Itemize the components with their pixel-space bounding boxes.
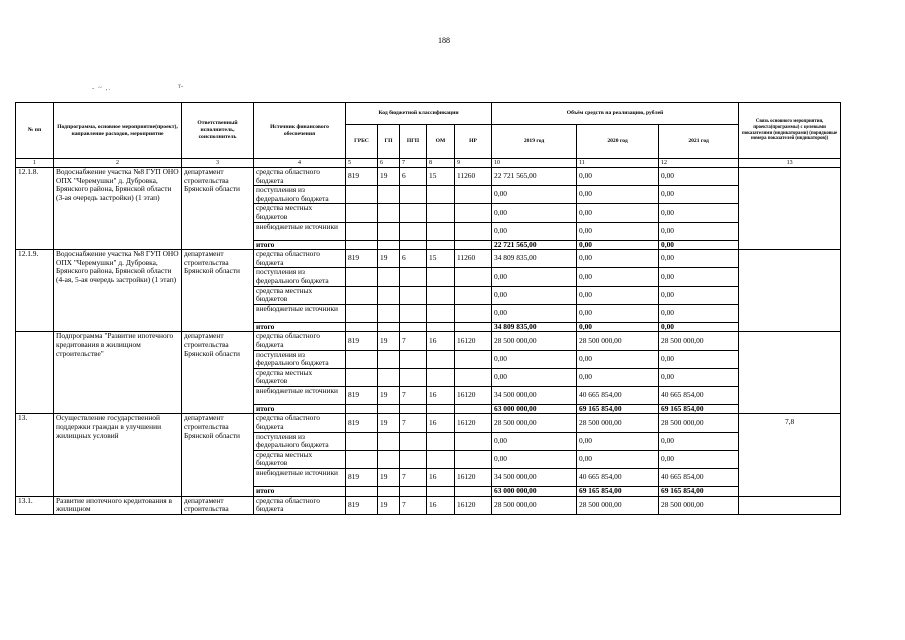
total-2021: 69 165 854,00 <box>659 404 739 414</box>
indicator-link <box>739 168 841 250</box>
amount-2021: 0,00 <box>659 250 739 268</box>
amount-2020: 0,00 <box>577 368 659 386</box>
header-2019: 2019 год <box>492 125 577 159</box>
amount-2021: 0,00 <box>659 168 739 186</box>
measure-name: Подпрограмма "Развитие ипотечного кредитования в жилищном строительстве" <box>54 332 182 414</box>
code-grbs: 819 <box>346 469 378 487</box>
code-gp: 19 <box>378 332 400 350</box>
header-no: № пп <box>16 103 54 159</box>
budget-table <box>15 102 841 515</box>
executor-name: департамент строительства Брянской области <box>182 168 254 250</box>
amount-2019: 0,00 <box>492 450 577 468</box>
code-om: 16 <box>427 414 455 432</box>
source-local: средства местных бюджетов <box>254 204 346 222</box>
amount-2020: 0,00 <box>577 350 659 368</box>
total-2021: 69 165 854,00 <box>659 487 739 497</box>
code-nr: 11260 <box>455 250 492 268</box>
code-grbs: 819 <box>346 414 378 432</box>
amount-2019: 0,00 <box>492 268 577 286</box>
code-gp: 19 <box>378 250 400 268</box>
colnum: 12 <box>659 159 739 168</box>
source-federal: поступления из федерального бюджета <box>254 186 346 204</box>
code-om: 16 <box>427 496 455 514</box>
source-total: итого <box>254 404 346 414</box>
code-nr: 16120 <box>455 386 492 404</box>
code-om: 16 <box>427 469 455 487</box>
amount-2019: 34 809 835,00 <box>492 250 577 268</box>
code-gp: 19 <box>378 469 400 487</box>
colnum: 9 <box>455 159 492 168</box>
source-oblast: средства областного бюджета <box>254 168 346 186</box>
code-om: 15 <box>427 250 455 268</box>
source-oblast: средства областного бюджета <box>254 496 346 514</box>
amount-2020: 40 665 854,00 <box>577 469 659 487</box>
amount-2021: 40 665 854,00 <box>659 386 739 404</box>
amount-2020: 0,00 <box>577 186 659 204</box>
amount-2020: 0,00 <box>577 450 659 468</box>
total-2020: 69 165 854,00 <box>577 487 659 497</box>
row-number: 13. <box>16 414 54 496</box>
amount-2020: 0,00 <box>577 222 659 240</box>
measure-name: Развитие ипотечного кредитования в жилищном <box>54 496 182 514</box>
code-gp: 19 <box>378 386 400 404</box>
header-source: Источник финансового обеспечения <box>254 103 346 159</box>
amount-2019: 0,00 <box>492 432 577 450</box>
colnum: 4 <box>254 159 346 168</box>
measure-name: Водоснабжение участка №8 ГУП ОНО ОПХ "Черемушки" д. Дубровка, Брянского района, Брянской области (3-ая очередь застройки) (1 этап) <box>54 168 182 250</box>
amount-2019: 28 500 000,00 <box>492 414 577 432</box>
amount-2021: 0,00 <box>659 368 739 386</box>
measure-name: Осуществление государственной поддержки граждан в улучшении жилищных условий <box>54 414 182 496</box>
amount-2021: 0,00 <box>659 450 739 468</box>
indicator-link <box>739 250 841 332</box>
source-extra: внебюджетные источники <box>254 469 346 487</box>
colnum: 10 <box>492 159 577 168</box>
header-program: Подпрограмма, основное мероприятие(проект), направление расходов, мероприятие <box>54 103 182 159</box>
source-total: итого <box>254 240 346 250</box>
source-extra: внебюджетные источники <box>254 222 346 240</box>
measure-name: Водоснабжение участка №8 ГУП ОНО ОПХ "Черемушки" д. Дубровка, Брянского района, Брянской области (4-ая, 5-ая очередь застройки) (1 этап) <box>54 250 182 332</box>
total-2020: 0,00 <box>577 240 659 250</box>
amount-2021: 0,00 <box>659 350 739 368</box>
source-oblast: средства областного бюджета <box>254 250 346 268</box>
indicator-link <box>739 496 841 514</box>
colnum: 7 <box>400 159 427 168</box>
amount-2021: 0,00 <box>659 304 739 322</box>
amount-2021: 40 665 854,00 <box>659 469 739 487</box>
executor-name: департамент строительства Брянской области <box>182 250 254 332</box>
total-2019: 63 000 000,00 <box>492 487 577 497</box>
code-grbs: 819 <box>346 332 378 350</box>
code-pgp: 7 <box>400 386 427 404</box>
indicator-link <box>739 332 841 414</box>
amount-2020: 0,00 <box>577 250 659 268</box>
code-grbs: 819 <box>346 168 378 186</box>
header-2021: 2021 год <box>659 125 739 159</box>
amount-2021: 0,00 <box>659 268 739 286</box>
colnum: 11 <box>577 159 659 168</box>
code-nr: 16120 <box>455 469 492 487</box>
source-extra: внебюджетные источники <box>254 304 346 322</box>
total-2019: 63 000 000,00 <box>492 404 577 414</box>
amount-2019: 0,00 <box>492 350 577 368</box>
amount-2019: 0,00 <box>492 186 577 204</box>
colnum: 5 <box>346 159 378 168</box>
source-local: средства местных бюджетов <box>254 286 346 304</box>
amount-2021: 0,00 <box>659 286 739 304</box>
amount-2019: 28 500 000,00 <box>492 332 577 350</box>
source-local: средства местных бюджетов <box>254 368 346 386</box>
code-pgp: 6 <box>400 168 427 186</box>
total-2019: 22 721 565,00 <box>492 240 577 250</box>
amount-2020: 28 500 000,00 <box>577 332 659 350</box>
source-total: итого <box>254 322 346 332</box>
amount-2019: 0,00 <box>492 222 577 240</box>
executor-name: департамент строительства Брянской области <box>182 414 254 496</box>
source-federal: поступления из федерального бюджета <box>254 268 346 286</box>
source-local: средства местных бюджетов <box>254 450 346 468</box>
amount-2021: 0,00 <box>659 186 739 204</box>
colnum: 13 <box>739 159 841 168</box>
total-2020: 69 165 854,00 <box>577 404 659 414</box>
source-federal: поступления из федерального бюджета <box>254 432 346 450</box>
code-pgp: 7 <box>400 469 427 487</box>
colnum: 3 <box>182 159 254 168</box>
header-pgp: ПГП <box>400 125 427 159</box>
header-link: Связь основного мероприятия, проекта(программы) с целевыми показателями (индикаторами) (порядковые номера показателей (индикаторов)) <box>739 103 841 159</box>
header-volume: Объём средств на реализацию, рублей <box>492 103 739 125</box>
code-grbs: 819 <box>346 386 378 404</box>
total-2020: 0,00 <box>577 322 659 332</box>
amount-2021: 28 500 000,00 <box>659 414 739 432</box>
amount-2021: 0,00 <box>659 222 739 240</box>
amount-2020: 28 500 000,00 <box>577 496 659 514</box>
amount-2020: 0,00 <box>577 304 659 322</box>
code-nr: 16120 <box>455 496 492 514</box>
amount-2020: 0,00 <box>577 268 659 286</box>
amount-2019: 34 500 000,00 <box>492 386 577 404</box>
page-number: 188 <box>438 36 450 45</box>
amount-2020: 28 500 000,00 <box>577 414 659 432</box>
source-oblast: средства областного бюджета <box>254 332 346 350</box>
code-pgp: 7 <box>400 332 427 350</box>
amount-2021: 28 500 000,00 <box>659 332 739 350</box>
colnum: 1 <box>16 159 54 168</box>
total-2021: 0,00 <box>659 322 739 332</box>
header-om: ОМ <box>427 125 455 159</box>
row-number: 12.1.9. <box>16 250 54 332</box>
code-gp: 19 <box>378 496 400 514</box>
code-om: 16 <box>427 332 455 350</box>
total-2021: 0,00 <box>659 240 739 250</box>
amount-2020: 0,00 <box>577 204 659 222</box>
amount-2020: 40 665 854,00 <box>577 386 659 404</box>
code-pgp: 7 <box>400 496 427 514</box>
header-nr: НР <box>455 125 492 159</box>
header-gp: ГП <box>378 125 400 159</box>
header-2020: 2020 год <box>577 125 659 159</box>
amount-2019: 0,00 <box>492 368 577 386</box>
code-om: 16 <box>427 386 455 404</box>
header-executor: Ответственный исполнитель, соисполнитель <box>182 103 254 159</box>
colnum: 8 <box>427 159 455 168</box>
amount-2019: 28 500 000,00 <box>492 496 577 514</box>
header-grbs: ГРБС <box>346 125 378 159</box>
row-number: 12.1.8. <box>16 168 54 250</box>
amount-2021: 0,00 <box>659 432 739 450</box>
amount-2019: 34 500 000,00 <box>492 469 577 487</box>
code-nr: 11260 <box>455 168 492 186</box>
code-grbs: 819 <box>346 496 378 514</box>
amount-2019: 0,00 <box>492 204 577 222</box>
colnum: 2 <box>54 159 182 168</box>
source-total: итого <box>254 487 346 497</box>
amount-2021: 28 500 000,00 <box>659 496 739 514</box>
code-nr: 16120 <box>455 332 492 350</box>
source-extra: внебюджетные источники <box>254 386 346 404</box>
amount-2019: 22 721 565,00 <box>492 168 577 186</box>
row-number: 13.1. <box>16 496 54 514</box>
code-gp: 19 <box>378 414 400 432</box>
executor-name: департамент строительства Брянской области <box>182 332 254 414</box>
executor-name: департамент строительства <box>182 496 254 514</box>
row-number <box>16 332 54 414</box>
indicator-link: 7,8 <box>739 414 841 496</box>
total-2019: 34 809 835,00 <box>492 322 577 332</box>
source-oblast: средства областного бюджета <box>254 414 346 432</box>
amount-2020: 0,00 <box>577 286 659 304</box>
scan-marks-2: т- <box>178 82 184 90</box>
colnum: 6 <box>378 159 400 168</box>
code-pgp: 7 <box>400 414 427 432</box>
code-grbs: 819 <box>346 250 378 268</box>
code-gp: 19 <box>378 168 400 186</box>
scan-marks: - ~ ,. <box>92 84 112 92</box>
code-pgp: 6 <box>400 250 427 268</box>
amount-2020: 0,00 <box>577 168 659 186</box>
source-federal: поступления из федерального бюджета <box>254 350 346 368</box>
code-om: 15 <box>427 168 455 186</box>
code-nr: 16120 <box>455 414 492 432</box>
amount-2021: 0,00 <box>659 204 739 222</box>
header-budget-code: Код бюджетной классификации <box>346 103 492 125</box>
amount-2020: 0,00 <box>577 432 659 450</box>
amount-2019: 0,00 <box>492 304 577 322</box>
amount-2019: 0,00 <box>492 286 577 304</box>
